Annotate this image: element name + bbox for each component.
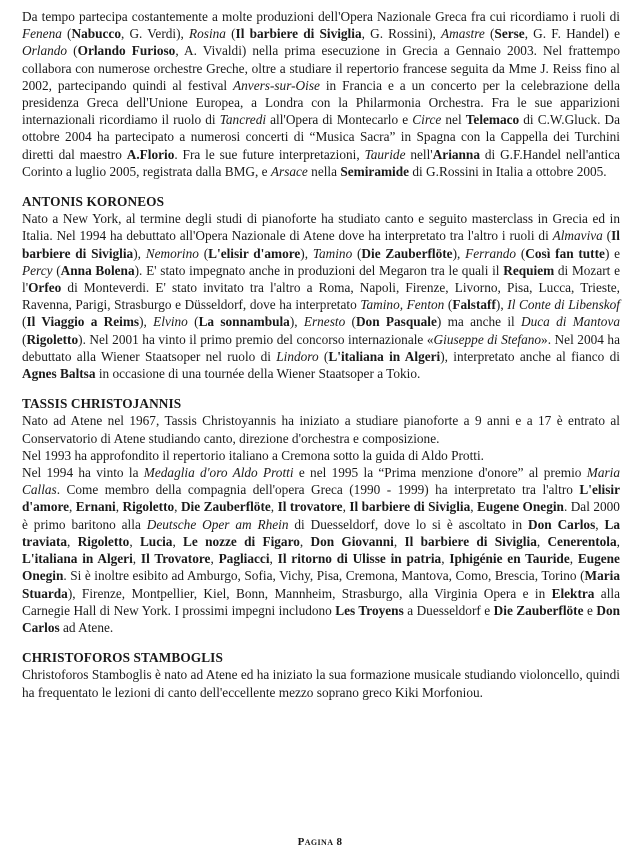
bold-title: Arianna bbox=[432, 146, 480, 162]
bold-title: La sonnambula bbox=[198, 314, 290, 330]
christojannis-section bbox=[22, 395, 620, 636]
italic-role: Duca di Mantova bbox=[521, 314, 620, 330]
bold-title: Maria Stuarda bbox=[22, 568, 620, 601]
text-run: ( bbox=[61, 26, 72, 42]
text-run: ( bbox=[67, 43, 78, 59]
bold-title: Rigoletto bbox=[122, 499, 175, 515]
bold-title: Orlando Furioso bbox=[77, 43, 176, 59]
text-run: ( bbox=[22, 331, 27, 347]
text-run: ). Nel 2001 ha vinto il primo premio del concorso internazionale « bbox=[78, 331, 434, 347]
italic-role: Ernesto bbox=[303, 314, 346, 330]
text-run: ), interpretato anche al fianco di bbox=[440, 348, 620, 364]
text-run: ( bbox=[444, 297, 453, 313]
text-run: ), bbox=[133, 245, 146, 261]
text-run: , bbox=[210, 551, 219, 567]
italic-role: Ferrando bbox=[465, 245, 517, 261]
text-run: , bbox=[595, 516, 605, 532]
text-run: di Monteverdi. E' stato invitato tra l'altro a Roma, Napoli, Firenze, Livorno, Pisa, Lucca, Trieste, Ravenna, Parigi, Strasburgo e Düsseldorf, dove ha interpretato bbox=[22, 280, 620, 313]
text-run: . Dal 2000 è primo baritono alla bbox=[22, 499, 620, 532]
text-run: di Duesseldorf, dove lo si è ascoltato in bbox=[288, 516, 529, 532]
italic-role: Arsace bbox=[270, 163, 308, 179]
text-run: ), bbox=[300, 245, 313, 261]
bold-title: Requiem bbox=[503, 262, 555, 278]
text-run: , bbox=[470, 499, 477, 515]
bold-title: Orfeo bbox=[28, 280, 62, 296]
bold-title: Il barbiere di Siviglia bbox=[404, 533, 537, 549]
italic-role: Deutsche Oper am Rhein bbox=[146, 516, 289, 532]
text-run: , bbox=[393, 533, 405, 549]
bold-title: Rigoletto bbox=[77, 533, 130, 549]
italic-role: Circe bbox=[412, 112, 442, 128]
text-run: Nato a New York, al termine degli studi di pianoforte ha studiato canto e seguito masterclass in Grecia ed in Italia. Nel 1994 ha debuttato all'Opera Nazionale di Atene dove ha interpretato tra l'altro i ruoli di bbox=[22, 211, 620, 244]
bold-title: Nabucco bbox=[71, 26, 121, 42]
bold-title: Eugene Onegin bbox=[22, 551, 620, 584]
italic-role: Nemorino bbox=[145, 245, 199, 261]
bold-title: Les Troyens bbox=[335, 602, 404, 618]
text-run: ( bbox=[225, 26, 236, 42]
bold-title: Don Carlos bbox=[22, 602, 620, 635]
text-run: ) ma anche il bbox=[436, 314, 522, 330]
italic-role: Lindoro bbox=[276, 348, 319, 364]
italic-role: Amastre bbox=[441, 26, 485, 42]
italic-role: Anvers-sur-Oise bbox=[233, 77, 320, 93]
text-run: e bbox=[583, 602, 597, 618]
text-run: ), bbox=[139, 314, 154, 330]
bold-title: Cenerentola bbox=[547, 533, 617, 549]
christojannis-heading: TASSIS CHRISTOJANNIS bbox=[22, 396, 182, 412]
bold-title: Così fan tutte bbox=[525, 245, 605, 261]
bold-title: Iphigénie en Tauride bbox=[449, 551, 570, 567]
text-run: ( bbox=[484, 26, 495, 42]
italic-role: Tamino, Fenton bbox=[360, 297, 445, 313]
stamboglis-section bbox=[22, 649, 620, 701]
text-run: ), bbox=[452, 245, 466, 261]
christojannis-paragraph-1 bbox=[22, 412, 620, 446]
text-run: , bbox=[299, 533, 311, 549]
italic-role: Maria Callas bbox=[22, 465, 620, 498]
bold-title: Anna Bolena bbox=[60, 262, 135, 278]
text-run: ( bbox=[516, 245, 526, 261]
bold-title: L'italiana in Algeri bbox=[22, 551, 133, 567]
text-run: Da tempo partecipa costantemente a molte produzioni dell'Opera Nazionale Greca fra cui ricordiamo i ruoli di bbox=[22, 9, 620, 24]
bold-title: Falstaff bbox=[452, 297, 496, 313]
text-run: all'Opera di Montecarlo e bbox=[266, 112, 413, 128]
text-run: , G. Verdi), bbox=[120, 26, 190, 42]
italic-role: Fenena bbox=[22, 26, 62, 42]
text-run: . Si è inoltre esibito ad Amburgo, Sofia, Vichy, Pisa, Cremona, Mantova, Como, Brescia, Torino ( bbox=[63, 568, 585, 584]
text-run: Nel 1993 ha approfondito il repertorio italiano a Cremona sotto la guida di Aldo Protti. bbox=[22, 447, 484, 463]
text-run: ) e bbox=[604, 245, 621, 261]
bold-title: Il trovatore bbox=[277, 499, 343, 515]
text-run: ( bbox=[345, 314, 356, 330]
italic-role: Il Conte di Libenskof bbox=[507, 297, 620, 313]
italic-role: Rosina bbox=[189, 26, 226, 42]
bold-title: Il barbiere di Siviglia bbox=[349, 499, 471, 515]
text-run: Christoforos Stamboglis è nato ad Atene ed ha iniziato la sua formazione musicale studiando violoncello, quindi ha frequentato le lezioni di canto dell'eccellente mezzo soprano greco Kiki Morfoniou. bbox=[22, 667, 620, 700]
bold-title: Pagliacci bbox=[218, 551, 270, 567]
italic-role: Almaviva bbox=[552, 228, 603, 244]
stamboglis-heading: CHRISTOFOROS STAMBOGLIS bbox=[22, 650, 223, 666]
text-run: ), bbox=[289, 314, 304, 330]
italic-role: Elvino bbox=[153, 314, 188, 330]
bold-title: Rigoletto bbox=[26, 331, 79, 347]
bold-title: Il barbiere di Siviglia bbox=[235, 26, 362, 42]
bold-title: Don Pasquale bbox=[355, 314, 437, 330]
italic-role: Percy bbox=[22, 262, 53, 278]
bold-title: Il Trovatore bbox=[140, 551, 211, 567]
text-run: ( bbox=[318, 348, 329, 364]
text-run: . Fra le sue future interpretazioni, bbox=[174, 146, 365, 162]
bold-title: Die Zauberflöte bbox=[493, 602, 584, 618]
bold-title: Lucia bbox=[139, 533, 173, 549]
text-run: in occasione di una tournée della Wiener Staatsoper a Tokio. bbox=[95, 366, 421, 382]
text-run: in Francia e a un concerto per la celebrazione della presidenza Greca dell'Unione Europea, a Londra con la Philarmonia Orchestra. Fra le sue apparizioni internazionali ricordiamo il ruolo di bbox=[22, 77, 621, 128]
text-run: di C.W.Gluck. Da ottobre 2004 ha partecipato a numerosi concerti di “Musica Sacra” in Spagna con la Cappella dei Turchini diretti dal maestro bbox=[22, 112, 620, 162]
italic-role: Tauride bbox=[364, 146, 406, 162]
text-run: nel bbox=[441, 112, 466, 128]
bold-title: Serse bbox=[494, 26, 525, 42]
italic-role: Tancredi bbox=[219, 112, 267, 128]
text-run: , bbox=[616, 533, 620, 549]
text-run: , G. F. Handel) e bbox=[524, 26, 620, 42]
text-run: ), bbox=[495, 297, 508, 313]
bold-title: Semiramide bbox=[340, 163, 410, 179]
text-run: , bbox=[441, 551, 450, 567]
bold-title: La traviata bbox=[22, 516, 620, 549]
text-run: , bbox=[115, 499, 123, 515]
text-run: di Mozart e l' bbox=[22, 262, 620, 296]
text-run: , bbox=[174, 499, 181, 515]
intro-paragraph bbox=[22, 8, 620, 180]
text-run: di G.Rossini in Italia a ottobre 2005. bbox=[409, 163, 607, 179]
text-run: , bbox=[342, 499, 350, 515]
text-run: nella bbox=[307, 163, 341, 179]
text-run: alla Carnegie Hall di New York. I prossimi impegni includono bbox=[22, 585, 620, 618]
intro-section bbox=[22, 8, 620, 180]
bold-title: L'italiana in Algeri bbox=[328, 348, 441, 364]
bold-title: Agnes Baltsa bbox=[22, 366, 96, 382]
bold-title: Il barbiere di Siviglia bbox=[22, 228, 620, 261]
text-run: ad Atene. bbox=[59, 619, 114, 635]
text-run: , bbox=[132, 551, 141, 567]
italic-role: Giuseppe di Stefano bbox=[433, 331, 542, 347]
text-run: , A. Vivaldi) nella prima esecuzione in Grecia a Gennaio 2003. Nel frattempo collabora con numerose orchestre Greche, oltre a studiare il repertorio francese seguita da Mme J. Reiss fino al 2002, partecipando quindi al festival bbox=[22, 43, 620, 93]
text-run: , bbox=[172, 533, 184, 549]
bold-title: Die Zauberflöte bbox=[361, 245, 453, 261]
bold-title: Telemaco bbox=[465, 112, 520, 128]
text-run: . Come membro della compagnia dell'opera Greca (1990 - 1999) ha interpretato tra l'altro bbox=[56, 482, 580, 498]
bold-title: Ernani bbox=[75, 499, 116, 515]
bold-title: L'elisir d'amore bbox=[22, 482, 620, 515]
christojannis-paragraph-3 bbox=[22, 464, 620, 636]
text-run: ), Firenze, Montpellier, Kiel, Bonn, Mannheim, Strasburgo, alla Virginia Opera e in bbox=[67, 585, 552, 601]
text-run: e nel 1995 la “Prima menzione d'onore” al premio bbox=[293, 465, 587, 481]
text-run: , bbox=[569, 551, 578, 567]
bold-title: Il Viaggio a Reims bbox=[26, 314, 140, 330]
text-run: ( bbox=[22, 314, 27, 330]
text-run: ( bbox=[352, 245, 362, 261]
text-run: , bbox=[67, 533, 78, 549]
text-run: , bbox=[269, 551, 278, 567]
bold-title: Don Carlos bbox=[528, 516, 596, 532]
text-run: ( bbox=[52, 262, 61, 278]
italic-role: Tamino bbox=[312, 245, 353, 261]
stamboglis-paragraph bbox=[22, 666, 620, 700]
bold-title: A.Florio bbox=[126, 146, 175, 162]
text-run: Nel 1994 ha vinto la bbox=[22, 465, 144, 481]
text-run: ( bbox=[198, 245, 209, 261]
text-run: , bbox=[69, 499, 76, 515]
text-run: , bbox=[536, 533, 548, 549]
bold-title: Le nozze di Figaro bbox=[183, 533, 300, 549]
text-run: ). E' stato impegnato anche in produzioni del Megaron tra le quali il bbox=[134, 262, 504, 278]
koroneos-heading: ANTONIS KORONEOS bbox=[22, 194, 165, 210]
page-number: Pagina 8 bbox=[297, 836, 343, 848]
text-run: a Duesseldorf e bbox=[403, 602, 494, 618]
text-run: di G.F.Handel nell'antica Corinto a luglio 2005, registrata dalla BMG, e bbox=[22, 146, 620, 179]
text-run: Nato ad Atene nel 1967, Tassis Christoyannis ha iniziato a studiare pianoforte a 9 anni e a 17 è entrato al Conservatorio di Atene studiando canto, direzione d'orchestra e composizione. bbox=[22, 413, 620, 446]
bold-title: Don Giovanni bbox=[310, 533, 394, 549]
bold-title: Elektra bbox=[551, 585, 595, 601]
text-run: , bbox=[270, 499, 278, 515]
koroneos-section bbox=[22, 193, 620, 382]
bold-title: L'elisir d'amore bbox=[208, 245, 301, 261]
text-run: , bbox=[129, 533, 140, 549]
text-run: ( bbox=[187, 314, 199, 330]
koroneos-paragraph bbox=[22, 210, 620, 382]
text-run: ( bbox=[602, 228, 612, 244]
bold-title: Il ritorno di Ulisse in patria bbox=[277, 551, 442, 567]
text-run: ». Nel 2004 ha debuttato alla Wiener Staatsoper nel ruolo di bbox=[22, 331, 620, 364]
italic-role: Orlando bbox=[22, 43, 68, 59]
bold-title: Die Zauberflöte bbox=[180, 499, 271, 515]
text-run: nell' bbox=[405, 146, 433, 162]
christojannis-paragraph-2 bbox=[22, 447, 620, 464]
italic-role: Medaglia d'oro Aldo Protti bbox=[143, 465, 294, 481]
text-run: , G. Rossini), bbox=[361, 26, 441, 42]
bold-title: Eugene Onegin bbox=[477, 499, 564, 515]
